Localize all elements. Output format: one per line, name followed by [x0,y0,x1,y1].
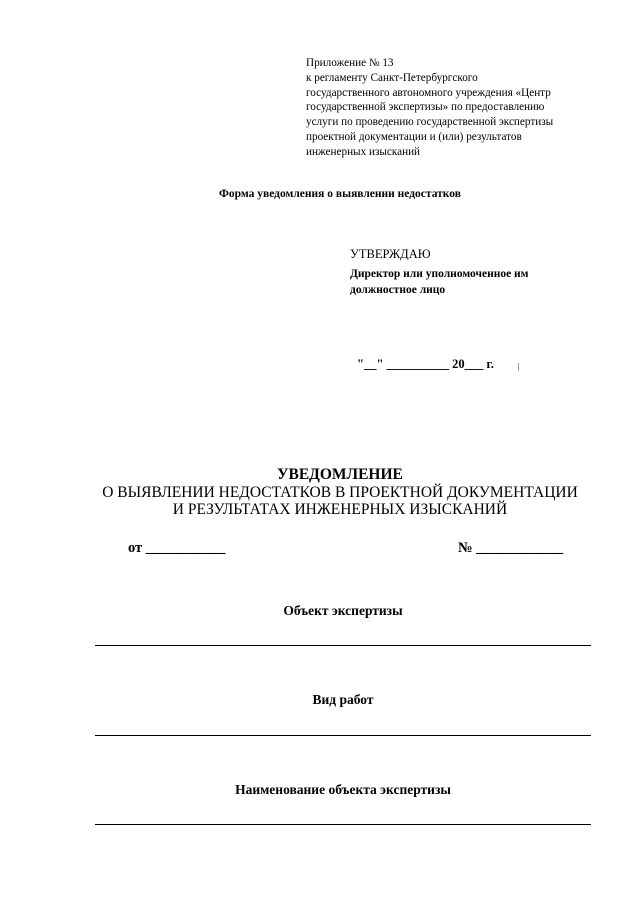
notice-title: УВЕДОМЛЕНИЕ [277,466,403,483]
work-type-label: Вид работ [312,692,374,707]
approval-date-field: "__" __________ 20___ г. [357,357,494,371]
notice-subtitle-line: О ВЫЯВЛЕНИИ НЕДОСТАТКОВ В ПРОЕКТНОЙ ДОКУМЕНТАЦИИ [102,484,578,501]
annex-line: услуги по проведению государственной экспертизы [306,116,554,129]
director-block [350,266,529,298]
work-type-fill-line [95,735,591,736]
annex-block [306,56,606,160]
notice-number-field: № ____________ [458,540,564,556]
annex-line: Приложение № 13 [306,57,394,69]
annex-line: инженерных изысканий [306,145,421,158]
object-label: Объект экспертизы [283,603,403,618]
object-name-label: Наименование объекта экспертизы [235,782,451,797]
object-name-fill-line [95,824,591,825]
text-cursor-mark [518,363,519,371]
annex-line: к регламенту Санкт-Петербургского [306,71,478,84]
director-line: должностное лицо [350,284,446,296]
object-fill-line [95,645,591,646]
form-title: Форма уведомления о выявлении недостатков [219,188,461,200]
annex-line: государственной экспертизы» по предоставлению [306,101,545,114]
annex-line: государственного автономного учреждения «Центр [306,86,551,99]
notice-date-field: от ___________ [128,540,226,556]
annex-line: проектной документации и (или) результатов [306,130,522,143]
approve-label: УТВЕРЖДАЮ [350,247,431,261]
notice-subtitle-line: И РЕЗУЛЬТАТАХ ИНЖЕНЕРНЫХ ИЗЫСКАНИЙ [172,501,508,518]
director-line: Директор или уполномоченное им [350,268,529,280]
